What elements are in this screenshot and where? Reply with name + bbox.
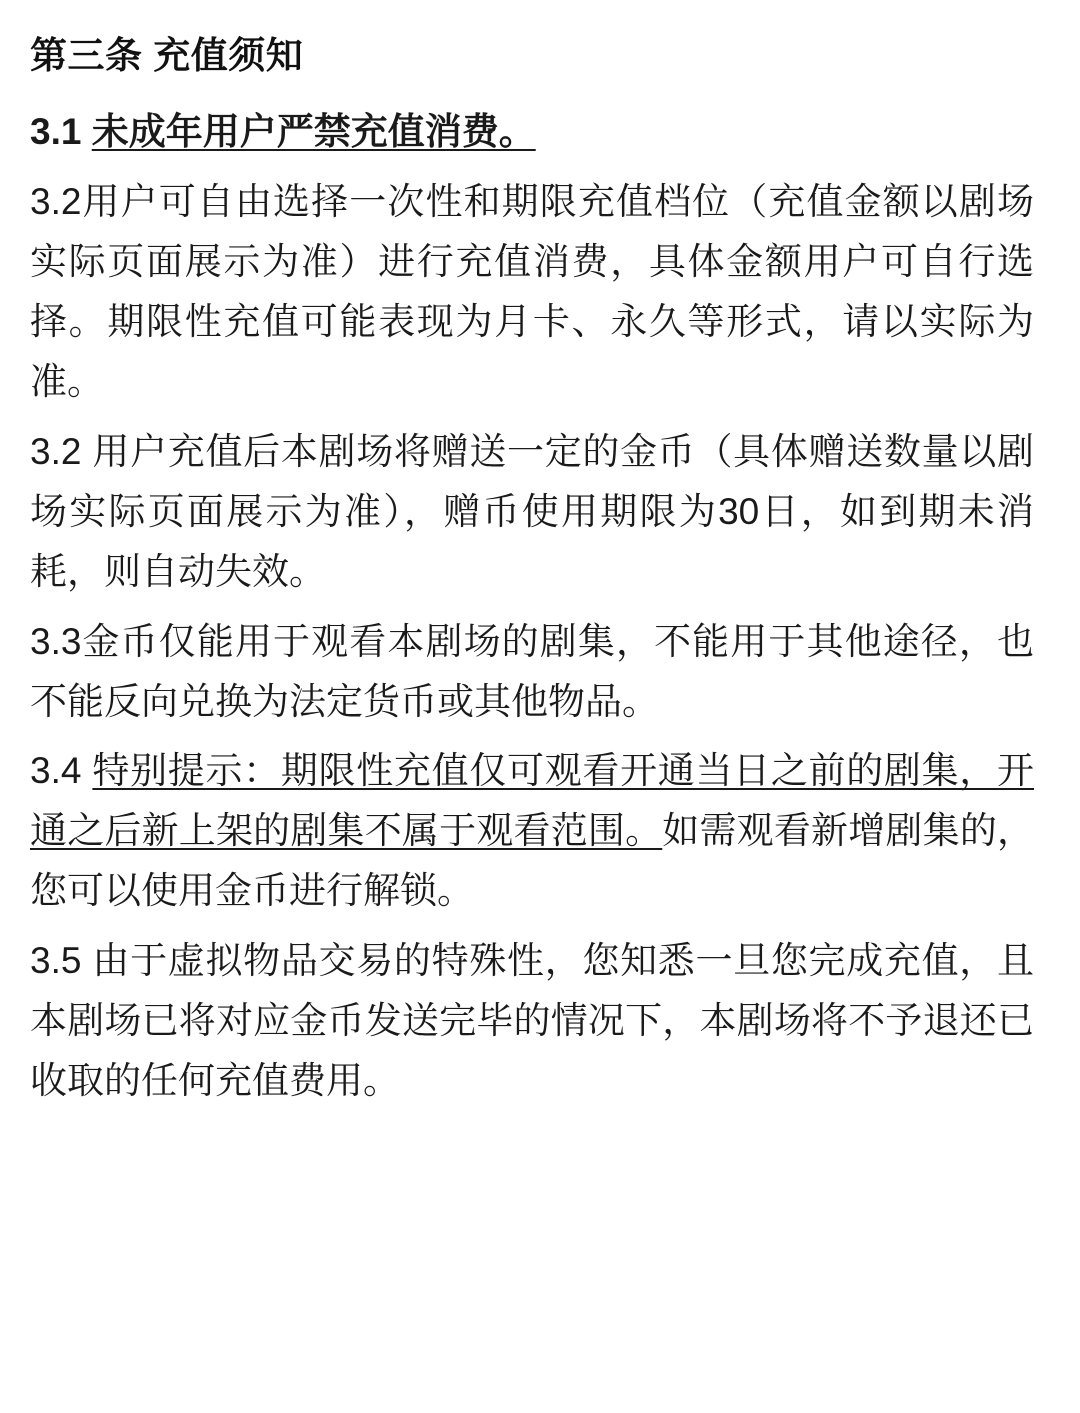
clause-3-1-text: 未成年用户严禁充值消费。 <box>91 111 536 153</box>
clause-3-2a-text: 用户可自由选择一次性和期限充值档位（充值金额以剧场实际页面展示为准）进行充值消费，具体金额用户可自行选择。期限性充值可能表现为月卡、永久等形式，请以实际为准。 <box>30 181 1034 402</box>
clause-3-4 <box>30 741 1034 921</box>
clause-3-5 <box>30 931 1034 1111</box>
clause-3-2a <box>30 172 1034 412</box>
clause-3-5-text: 由于虚拟物品交易的特殊性，您知悉一旦您完成充值，且本剧场已将对应金币发送完毕的情况下，本剧场将不予退还已收取的任何充值费用。 <box>30 940 1034 1102</box>
clause-3-2a-label: 3.2 <box>30 181 82 223</box>
clause-3-1-label: 3.1 <box>30 111 92 153</box>
clause-3-5-label: 3.5 <box>30 940 93 982</box>
clause-3-3-text: 金币仅能用于观看本剧场的剧集，不能用于其他途径，也不能反向兑换为法定货币或其他物品。 <box>30 620 1034 722</box>
clause-3-3 <box>30 612 1034 732</box>
clause-3-4-text-plain: 如需观看新增剧集的，您可以使用金币进行解锁。 <box>30 810 1035 912</box>
page-title: 第三条 充值须知 <box>30 35 304 76</box>
clause-3-2b <box>30 422 1034 602</box>
clause-3-4-label: 3.4 <box>30 750 93 792</box>
clause-3-2b-label: 3.2 <box>30 430 93 472</box>
clause-3-1 <box>30 102 1034 162</box>
clause-3-3-label: 3.3 <box>30 620 82 662</box>
clause-3-4-text-underlined: 特别提示：期限性充值仅可观看开通当日之前的剧集，开通之后新上架的剧集不属于观看范围。 <box>30 750 1034 852</box>
clause-3-2b-text: 用户充值后本剧场将赠送一定的金币（具体赠送数量以剧场实际页面展示为准），赠币使用期限为30日，如到期未消耗，则自动失效。 <box>30 430 1034 592</box>
